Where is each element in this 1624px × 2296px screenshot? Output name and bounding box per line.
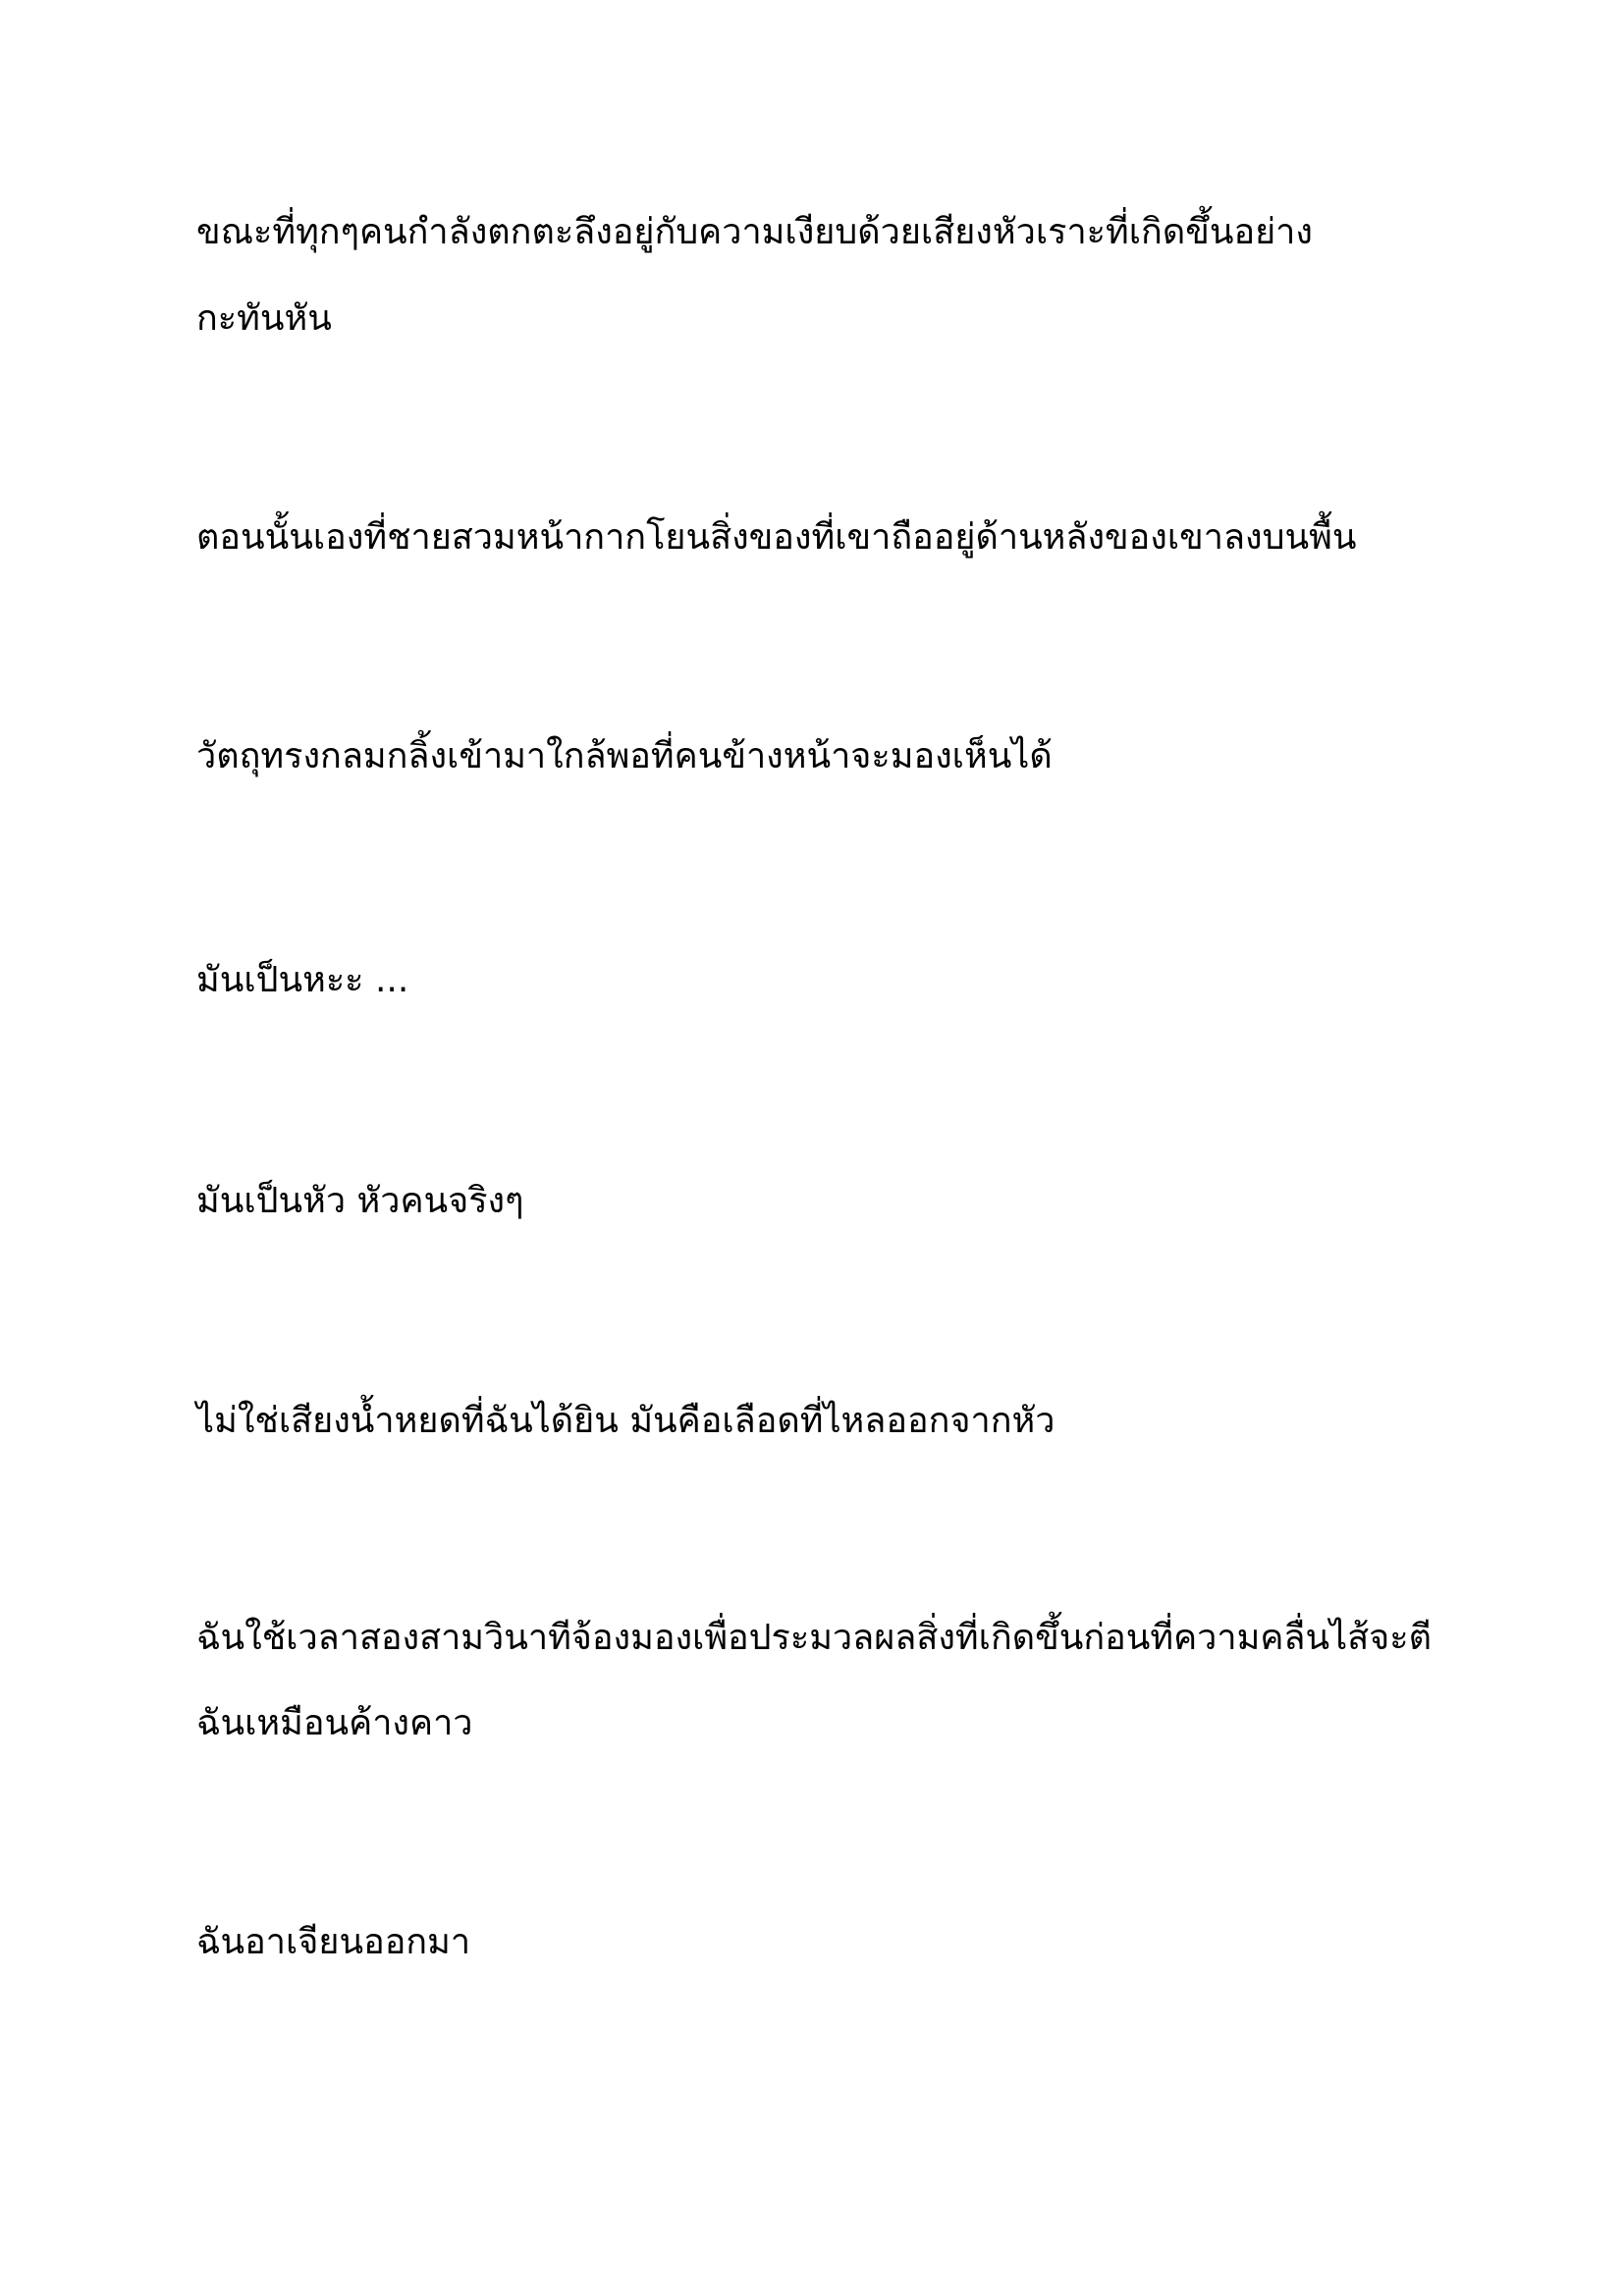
paragraph-line-8: ฉันใช้เวลาสองสามวินาทีจ้องมองเพื่อประมวลผลสิ่งที่เกิดขึ้นก่อนที่ความคลื่นไส้จะตี [196, 1618, 1432, 1658]
paragraph-line-2: กะทันหัน [196, 298, 332, 339]
paragraph-line-7: ไม่ใช่เสียงน้ำหยดที่ฉันได้ยิน มันคือเลือดที่ไหลออกจากหัว [196, 1401, 1056, 1441]
paragraph-line-6: มันเป็นหัว หัวคนจริงๆ [196, 1181, 524, 1221]
paragraph-line-9: ฉันเหมือนค้างคาว [196, 1703, 473, 1743]
paragraph-line-5: มันเป็นหะะ ... [196, 960, 409, 1000]
paragraph-line-1: ขณะที่ทุกๆคนกำลังตกตะลึงอยู่กับความเงียบด้วยเสียงหัวเราะที่เกิดขึ้นอย่าง [196, 212, 1313, 252]
paragraph-line-3: ตอนนั้นเองที่ชายสวมหน้ากากโยนสิ่งของที่เขาถืออยู่ด้านหลังของเขาลงบนพื้น [196, 517, 1357, 558]
paragraph-line-4: วัตถุทรงกลมกลิ้งเข้ามาใกล้พอที่คนข้างหน้าจะมองเห็นได้ [196, 736, 1053, 776]
paragraph-line-10: ฉันอาเจียนออกมา [196, 1922, 471, 1962]
